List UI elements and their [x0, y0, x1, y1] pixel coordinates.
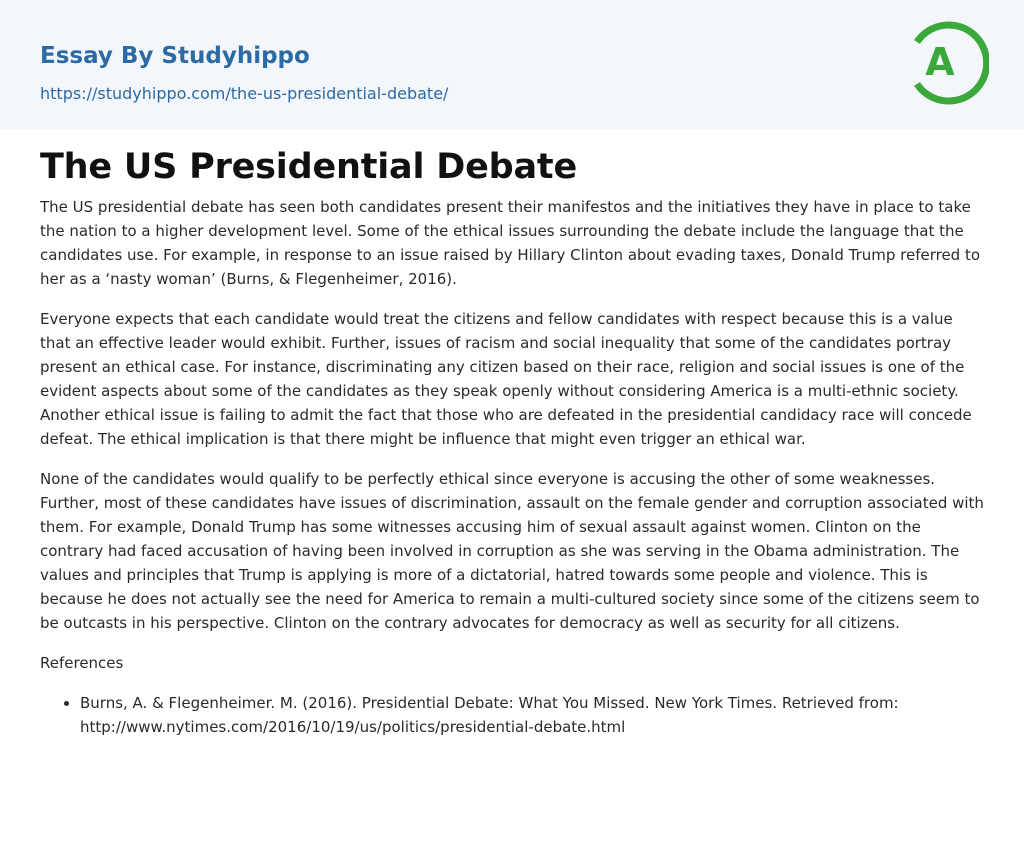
page-header [0, 0, 1024, 129]
logo-letter: A [925, 40, 955, 84]
logo-ring-icon [905, 18, 989, 106]
references-heading: References [40, 654, 124, 672]
article-paragraph-2: Everyone expects that each candidate would treat the citizens and fellow candidates with respect because this is a value that an effective leader would exhibit. Further, issues of racism and social inequality that some of the candidates portray present an ethical case. For instance, discriminating any citizen based on their race, religion and social issues is one of the evident aspects about some of the candidates as they speak openly without considering America is a multi-ethnic society. Another ethical issue is failing to admit the fact that those who are defeated in the presidential candidacy race will concede defeat. The ethical implication is that there might be influence that might even trigger an ethical war. [40, 310, 972, 448]
references-list [40, 691, 984, 739]
article-paragraph-3: None of the candidates would qualify to be perfectly ethical since everyone is accusing the other of some weaknesses. Further, most of these candidates have issues of discrimination, assault on the female gender and corruption associated with them. For example, Donald Trump has some witnesses accusing him of sexual assault against women. Clinton on the contrary had faced accusation of having been involved in corruption as she was serving in the Obama administration. The values and principles that Trump is applying is more of a dictatorial, hatred towards some people and violence. This is because he does not actually see the need for America to remain a multi-cultured society since some of the citizens seem to be outcasts in his perspective. Clinton on the contrary advocates for democracy as well as security for all citizens. [40, 470, 984, 632]
article-title: The US Presidential Debate [40, 147, 577, 187]
studyhippo-logo[interactable] [905, 18, 989, 106]
article-paragraph-1: The US presidential debate has seen both candidates present their manifestos and the initiatives they have in place to take the nation to a higher development level. Some of the ethical issues surrounding the debate include the language that the candidates use. For example, in response to an issue raised by Hillary Clinton about evading taxes, Donald Trump referred to her as a ‘nasty woman’ (Burns, & Flegenheimer, 2016). [40, 198, 981, 288]
article-url-link[interactable]: https://studyhippo.com/the-us-presidential-debate/ [40, 84, 449, 103]
reference-item: • Burns, A. & Flegenheimer. M. (2016). Presidential Debate: What You Missed. New York Times. Retrieved from: http://www.nytimes.com/2016/10/19/us/politics/presidential-debate.html [80, 691, 984, 739]
article [40, 145, 984, 739]
site-brand[interactable]: Essay By Studyhippo [40, 43, 310, 69]
